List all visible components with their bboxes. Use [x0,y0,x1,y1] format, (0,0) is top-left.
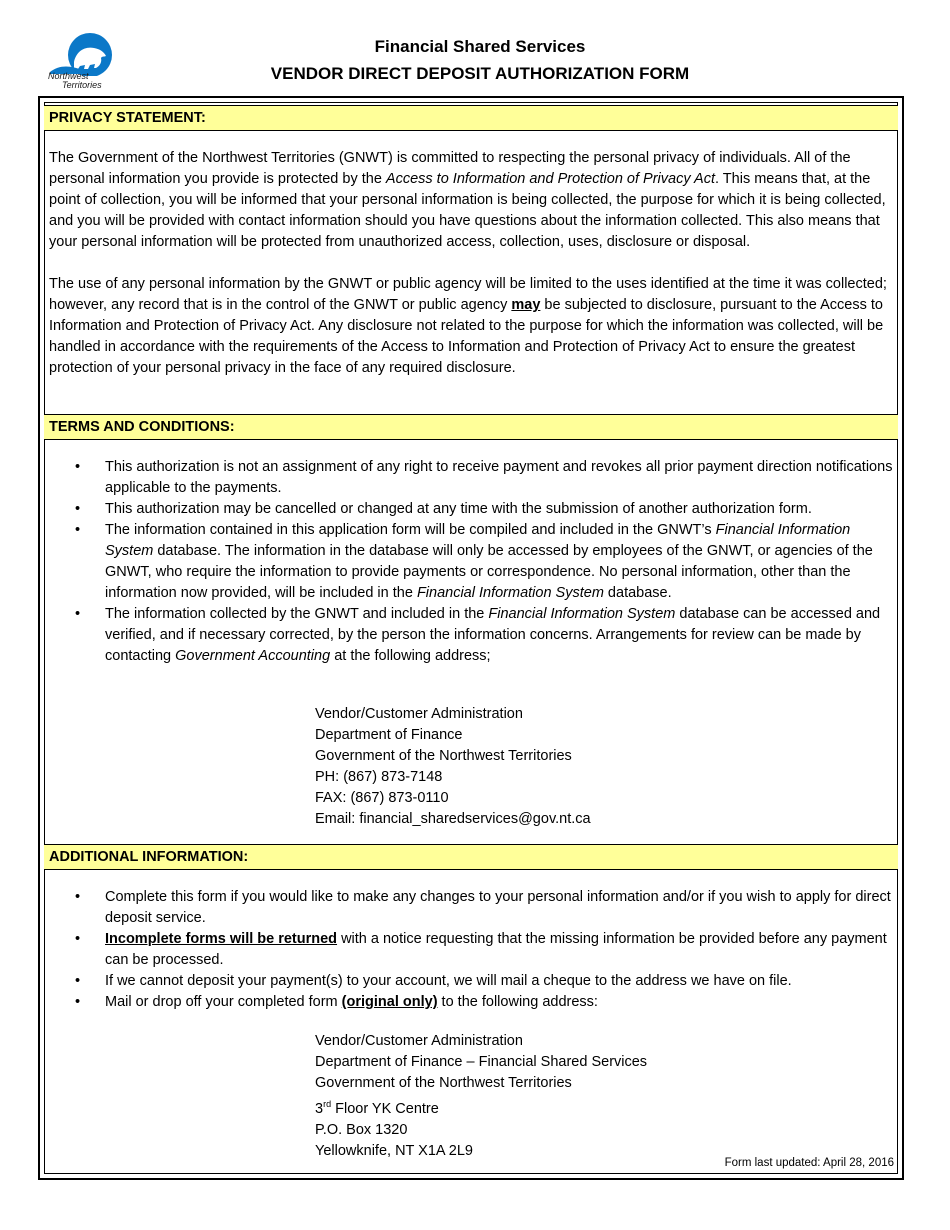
floor-ordinal: rd [323,1099,332,1109]
privacy-paragraph-2 [49,274,894,379]
gnwt-logo [44,32,120,96]
logo-line-2: Territories [62,80,102,90]
privacy-act-name: Access to Information and Protection of Privacy Act [385,171,716,187]
additional-list [73,887,893,1013]
logo-line-1: Northwest [48,71,89,81]
terms-fax: FAX: (867) 873-0110 [315,790,449,806]
mailing-address-block [315,1031,647,1162]
privacy-p2-text-b: be subjected to disclosure, pursuant to the Access to Information and Protection of Privacy Act. Any disclosure not related to the purpose for which the information was collected, will be handled in accordance with the requirements of the Access to Information and Protection of Privacy Act to ensure the greatest protection of your personal privacy in the face of any required disclosure. [49,297,884,376]
privacy-p2-text-a: The use of any personal information by the GNWT or public agency will be limited to the uses identified at the time it was collected; however, any record that is in the control of the GNWT or public agency [49,276,887,313]
terms-3-text-c: database. [603,585,672,601]
terms-4-text-c: at the following address; [330,648,491,664]
terms-item-1: • This authorization is not an assignment of any right to receive payment and revokes all prior payment direction notifications applicable to the payments. [73,457,893,499]
floor-building: Floor YK Centre [331,1100,439,1117]
mailing-address-line-6: Yellowknife, NT X1A 2L9 [315,1142,473,1159]
terms-4-fis: Financial Information System [488,606,676,622]
privacy-p1-text-a: The Government of the Northwest Territories (GNWT) is committed to respecting the personal privacy of individuals. All of the personal information you provide is protected by the [49,150,851,187]
terms-address-line-3: Government of the Northwest Territories [315,748,572,764]
terms-phone: PH: (867) 873-7148 [315,769,443,785]
terms-3-text-a: The information contained in this application form will be compiled and included in the GNWT’s [105,522,716,538]
privacy-paragraph-1 [49,148,894,253]
mailing-address-line-3: Government of the Northwest Territories [315,1075,572,1091]
terms-item-2: • This authorization may be cancelled or changed at any time with the submission of another authorization form. [73,499,893,520]
terms-3-fis-1: Financial Information System [105,522,851,559]
mailing-address-line-1: Vendor/Customer Administration [315,1033,523,1049]
terms-address-block [315,704,591,830]
additional-item-2 [73,929,893,971]
terms-item-4 [73,604,893,667]
terms-4-text-b: database can be accessed and verified, and if necessary corrected, by the person the information concerns. Arrangements for review can be made by contacting [105,606,881,664]
mailing-address-line-2: Department of Finance – Financial Shared Services [315,1054,648,1070]
terms-list [73,457,893,667]
additional-item-1: • Complete this form if you would like to make any changes to your personal information and/or if you wish to apply for direct deposit service. [73,887,893,929]
terms-4-gov-accounting: Government Accounting [175,648,331,664]
additional-2-text: with a notice requesting that the missing information be provided before any payment can be processed. [105,931,887,968]
terms-address-line-1: Vendor/Customer Administration [315,706,523,722]
privacy-heading: PRIVACY STATEMENT: [44,105,898,131]
privacy-may-emphasis: may [511,297,541,313]
terms-3-text-b: database. The information in the database will only be accessed by employees of the GNWT, or agencies of the GNWT, who require the information to provide payments or correspondence. No personal information, other than the information now provided, will be included in the [105,543,873,601]
page-title: Financial Shared Services [374,37,586,56]
additional-item-3: • If we cannot deposit your payment(s) to your account, we will mail a cheque to the address we have on file. [73,971,893,992]
terms-email: Email: financial_sharedservices@gov.nt.ca [315,811,591,827]
privacy-p1-text-b: . This means that, at the point of collection, you will be informed that your personal information is being collected, the purpose for which it is being collected, and you will be provided with contact information should you have questions about the information collected. This also means that your personal information will be protected from unauthorized access, collection, uses, disclosure or disposal. [49,171,886,250]
additional-item-4 [73,992,893,1013]
incomplete-forms-warning: Incomplete forms will be returned [105,931,338,947]
additional-4-text-a: Mail or drop off your completed form [105,994,342,1010]
terms-4-text-a: The information collected by the GNWT and included in the [105,606,489,622]
terms-item-3 [73,520,893,604]
additional-4-text-b: to the following address: [437,994,598,1010]
terms-heading: TERMS AND CONDITIONS: [44,414,898,440]
mailing-address-line-4 [315,1094,647,1120]
floor-number: 3 [315,1100,324,1117]
form-title: VENDOR DIRECT DEPOSIT AUTHORIZATION FORM [270,64,690,83]
mailing-address-line-5: P.O. Box 1320 [315,1121,408,1138]
additional-heading: ADDITIONAL INFORMATION: [44,844,898,870]
original-only-emphasis: (original only) [341,994,438,1010]
terms-address-line-2: Department of Finance [315,727,463,743]
terms-3-fis-2: Financial Information System [416,585,604,601]
form-last-updated: Form last updated: April 28, 2016 [724,1157,894,1169]
logo-text [48,72,102,90]
polar-bear-logo-icon [44,32,120,76]
privacy-body [49,148,894,379]
